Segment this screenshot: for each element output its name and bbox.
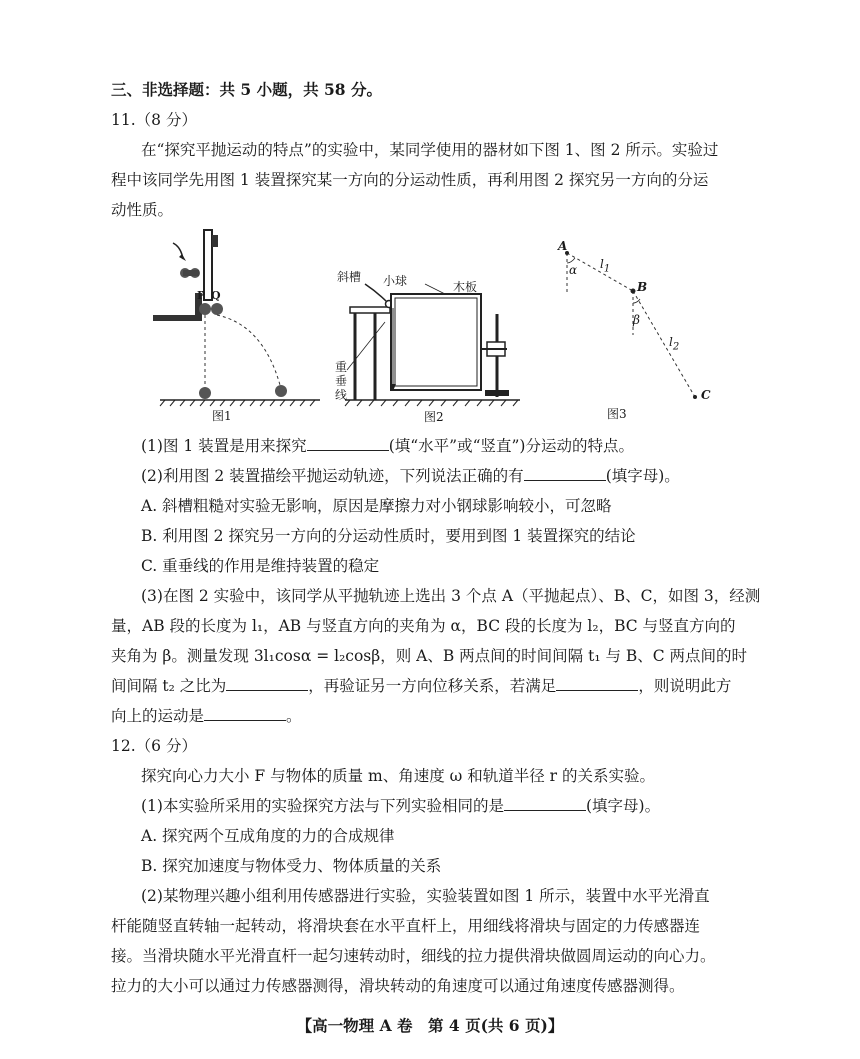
fig2-label-board: 木板 xyxy=(453,280,478,294)
q11-sub3-text-c: ，则说明此方 xyxy=(638,677,732,695)
q11-sub3-motion-blank[interactable] xyxy=(204,706,286,721)
q12-sub1 xyxy=(141,796,660,816)
q12-option-b: B. 探究加速度与物体受力、物体质量的关系 xyxy=(141,857,442,875)
q11-sub1-text-b: (填“水平”或“竖直”)分运动的特点。 xyxy=(388,437,634,455)
fig3-point-b: B xyxy=(637,280,648,294)
q11-sub3-text-e: 。 xyxy=(286,707,302,725)
q11-sub2-text-b: (填字母)。 xyxy=(605,467,680,485)
q11-sub3-relation-blank[interactable] xyxy=(556,676,638,691)
fig3-caption: 图3 xyxy=(607,407,627,421)
fig1-caption: 图1 xyxy=(212,409,232,423)
fig2-caption: 图2 xyxy=(424,410,444,424)
q11-sub3-text-a: 间间隔 t₂ 之比为 xyxy=(111,677,227,695)
q11-sub3-text-b: ，再验证另一方向位移关系，若满足 xyxy=(308,677,557,695)
fig3-l1 xyxy=(600,257,610,274)
q11-sub3-ratio-blank[interactable] xyxy=(226,676,308,691)
fig1-label-q: Q xyxy=(211,289,221,302)
fig3-l2-sub: 2 xyxy=(672,341,680,353)
q12-sub2-line-2: 杆能随竖直转轴一起转动，将滑块套在水平直杆上，用细线将滑块与固定的力传感器连 xyxy=(111,917,701,935)
figure-2-drawing xyxy=(325,262,525,427)
q12-sub2-line-1: (2)某物理兴趣小组利用传感器进行实验，实验装置如图 1 所示，装置中水平光滑直 xyxy=(141,887,710,905)
q12-sub1-answer-blank[interactable] xyxy=(504,796,586,811)
fig3-beta: β xyxy=(633,313,640,327)
fig3-alpha: α xyxy=(569,263,578,277)
figure-1-drawing xyxy=(145,225,325,425)
fig3-l2-letter: l xyxy=(669,335,673,349)
q11-intro-line-2: 程中该同学先用图 1 装置探究某一方向的分运动性质，再利用图 2 探究另一方向的分运 xyxy=(111,171,709,189)
q12-header: 12.（6 分） xyxy=(111,737,197,755)
q11-sub3-text-d: 向上的运动是 xyxy=(111,707,205,725)
fig2-label-plumb-3: 线 xyxy=(335,388,348,402)
q11-sub1 xyxy=(141,436,634,456)
figure-2 xyxy=(325,262,525,427)
q11-sub3-line-2: 量，AB 段的长度为 l₁，AB 与竖直方向的夹角为 α，BC 段的长度为 l₂，BC 与竖直方向的 xyxy=(111,617,736,635)
q11-sub2 xyxy=(141,466,680,486)
q11-header: 11.（8 分） xyxy=(111,111,197,129)
fig3-l1-letter: l xyxy=(600,257,604,271)
q11-sub1-answer-blank[interactable] xyxy=(307,436,389,451)
q11-option-b: B. 利用图 2 探究另一方向的分运动性质时，要用到图 1 装置探究的结论 xyxy=(141,527,636,545)
q11-sub3-line-4 xyxy=(111,676,731,696)
fig2-label-ball: 小球 xyxy=(383,274,408,288)
q11-sub2-answer-blank[interactable] xyxy=(524,466,606,481)
fig1-label-p: P xyxy=(197,289,206,302)
q11-intro-line-1: 在“探究平抛运动的特点”的实验中，某同学使用的器材如下图 1、图 2 所示。实验过 xyxy=(141,141,719,159)
q11-intro-line-3: 动性质。 xyxy=(111,201,174,219)
q11-option-a: A. 斜槽粗糙对实验无影响，原因是摩擦力对小钢球影响较小，可忽略 xyxy=(141,497,612,515)
section-header: 三、非选择题：共 5 小题，共 58 分。 xyxy=(111,80,382,99)
q11-sub3-line-3: 夹角为 β。测量发现 3l₁cosα = l₂cosβ，则 A、B 两点间的时间间隔 t₁ 与 B、C 两点间的时 xyxy=(111,647,748,665)
q11-sub3-line-5 xyxy=(111,706,302,726)
fig2-label-plumb-2: 垂 xyxy=(335,374,348,388)
figure-1 xyxy=(145,225,325,425)
page-footer: 【高一物理 A 卷 第 4 页(共 6 页)】 xyxy=(296,1016,564,1035)
q12-sub1-text-b: (填字母)。 xyxy=(585,797,661,815)
q11-option-c: C. 重垂线的作用是维持装置的稳定 xyxy=(141,557,380,575)
fig2-label-plumb-1: 重 xyxy=(335,360,348,374)
q12-sub1-text-a: (1)本实验所采用的实验探究方法与下列实验相同的是 xyxy=(141,797,504,815)
q12-option-a: A. 探究两个互成角度的力的合成规律 xyxy=(141,827,395,845)
q11-sub3-line-1: (3)在图 2 实验中，该同学从平抛轨迹上选出 3 个点 A（平抛起点）、B、C，如图 3，经测 xyxy=(141,587,761,605)
figure-3 xyxy=(555,235,725,427)
q12-intro: 探究向心力大小 F 与物体的质量 m、角速度 ω 和轨道半径 r 的关系实验。 xyxy=(141,767,655,785)
q11-sub1-text-a: (1)图 1 装置是用来探究 xyxy=(141,437,307,455)
fig3-point-a: A xyxy=(558,239,568,253)
figure-3-drawing xyxy=(555,235,725,427)
q11-sub2-text-a: (2)利用图 2 装置描绘平抛运动轨迹，下列说法正确的有 xyxy=(141,467,524,485)
fig2-label-chute: 斜槽 xyxy=(337,270,362,284)
q12-sub2-line-3: 接。当滑块随水平光滑直杆一起匀速转动时，细线的拉力提供滑块做圆周运动的向心力。 xyxy=(111,947,716,965)
fig3-point-c: C xyxy=(701,388,711,402)
q12-sub2-line-4: 拉力的大小可以通过力传感器测得，滑块转动的角速度可以通过角速度传感器测得。 xyxy=(111,977,685,995)
fig3-l2 xyxy=(669,335,679,352)
fig3-l1-sub: 1 xyxy=(603,263,611,275)
